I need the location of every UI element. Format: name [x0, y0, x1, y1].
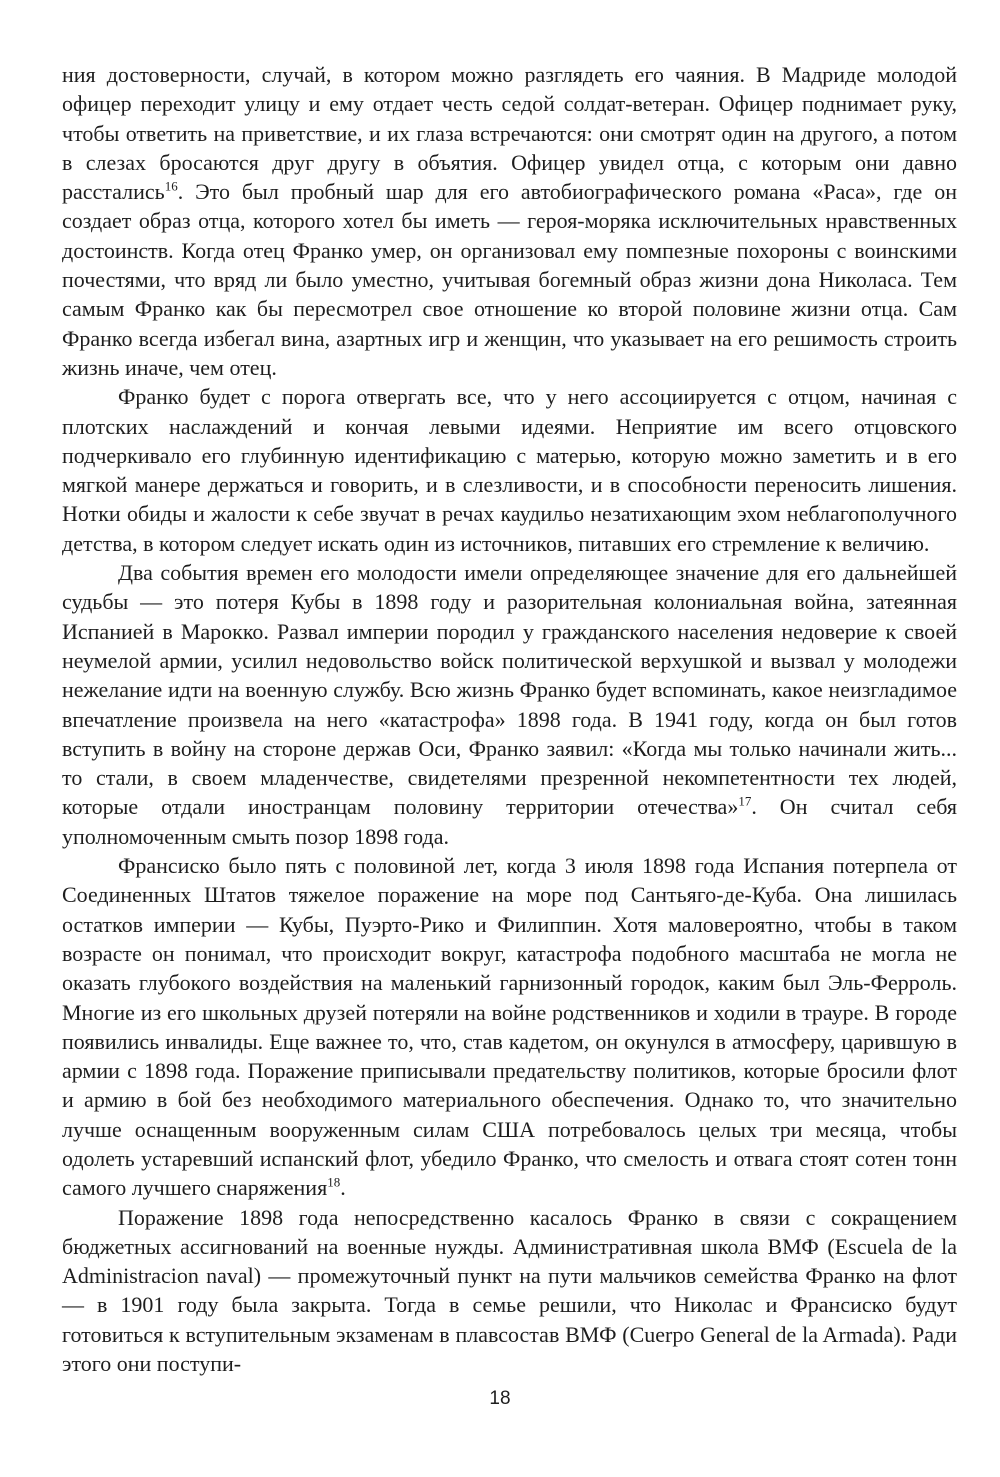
paragraph-text: Франсиско было пять с половиной лет, когда 3 июля 1898 года Испания потерпела от Соединенных Штатов тяжелое поражение на море под Сантьяго-де-Куба. Она лишилась остатков империи — Кубы, Пуэрто-Рико и Филиппин. Хотя маловероятно, чтобы в таком возрасте он понимал, что происходит вокруг, катастрофа подобного масштаба не могла не оказать глубокого воздействия на маленький гарнизонный городок, каким был Эль-Ферроль. Многие из его школьных друзей потеряли на войне родственников и ходили в трауре. В городе появились инвалиды. Еще важнее то, что, став кадетом, он окунулся в атмосферу, царившую в армии с 1898 года. Поражение приписывали предательству политиков, которые бросили флот и армию в бой без необходимого материального обеспечения. Однако то, что значительно лучше оснащенным вооруженным силам США потребовалось целых три месяца, чтобы одолеть устаревший испанский флот, убедило Франко, что смелость и отвага стоят сотен тонн самого лучшего снаряжения: [62, 853, 957, 1201]
page-body: [62, 60, 957, 1378]
paragraph-4: [62, 851, 957, 1203]
paragraph-text: Франко будет с порога отвергать все, что у него ассоциируется с отцом, начиная с плотских наслаждений и кончая левыми идеями. Неприятие им всего отцовского подчеркивало его глубинную идентификацию с матерью, которую можно заметить и в его мягкой манере держаться и говорить, и в слезливости, и в способности переносить лишения. Нотки обиды и жалости к себе звучат в речах каудильо незатихающим эхом неблагополучного детства, в котором следует искать один из источников, питавших его стремление к величию.: [62, 384, 957, 556]
page-number: 18: [489, 1388, 511, 1409]
paragraph-3: [62, 558, 957, 851]
paragraph-2: [62, 382, 957, 558]
paragraph-1: [62, 60, 957, 382]
footnote-reference[interactable]: 18: [327, 1174, 341, 1190]
paragraph-text-continued: .: [340, 1175, 346, 1201]
paragraph-text: Поражение 1898 года непосредственно касалось Франко в связи с сокращением бюджетных ассигнований на военные нужды. Административная школа ВМФ (Escuela de la Administracion naval) — промежуточный пункт на пути мальчиков семейства Франко на флот — в 1901 году была закрыта. Тогда в семье решили, что Николас и Франсиско будут готовиться к вступительным экзаменам в плавсостав ВМФ (Cuerpo General de la Armada). Ради этого они поступи-: [62, 1204, 957, 1377]
paragraph-text-continued: . Он считал себя уполномоченным смыть позор 1898 года.: [62, 794, 957, 849]
paragraph-5: [62, 1203, 957, 1379]
footnote-reference[interactable]: 16: [164, 178, 178, 194]
paragraph-text-continued: . Это был пробный шар для его автобиографического романа «Раса», где он создает образ отца, которого хотел бы иметь — героя-моряка исключительных нравственных достоинств. Когда отец Франко умер, он организовал ему помпезные похороны с воинскими почестями, что вряд ли было уместно, учитывая богемный образ жизни дона Николаса. Тем самым Франко как бы пересмотрел свое отношение ко второй половине жизни отца. Сам Франко всегда избегал вина, азартных игр и женщин, что указывает на его решимость строить жизнь иначе, чем отец.: [62, 179, 957, 380]
paragraph-text: Два события времен его молодости имели определяющее значение для его дальнейшей судьбы — это потеря Кубы в 1898 году и разорительная колониальная война, затеянная Испанией в Марокко. Развал империи породил у гражданского населения недоверие к своей неумелой армии, усилил недовольство войск политической верхушкой и вызвал у молодежи нежелание идти на военную службу. Всю жизнь Франко будет вспоминать, какое неизгладимое впечатление произвела на него «катастрофа» 1898 года. В 1941 году, когда он был готов вступить в войну на стороне держав Оси, Франко заявил: «Когда мы только начинали жить... то стали, в своем младенчестве, свидетелями презренной некомпетентности тех людей, которые отдали иностранцам половину территории отечества»: [62, 560, 957, 820]
footnote-reference[interactable]: 17: [738, 794, 752, 810]
paragraph-text: ния достоверности, случай, в котором можно разглядеть его чаяния. В Мадриде молодой офицер переходит улицу и ему отдает честь седой солдат-ветеран. Офицер поднимает руку, чтобы ответить на приветствие, и их глаза встречаются: они смотрят один на другого, а потом в слезах бросаются друг другу в объятия. Офицер увидел отца, с которым они давно расстались: [62, 62, 957, 205]
